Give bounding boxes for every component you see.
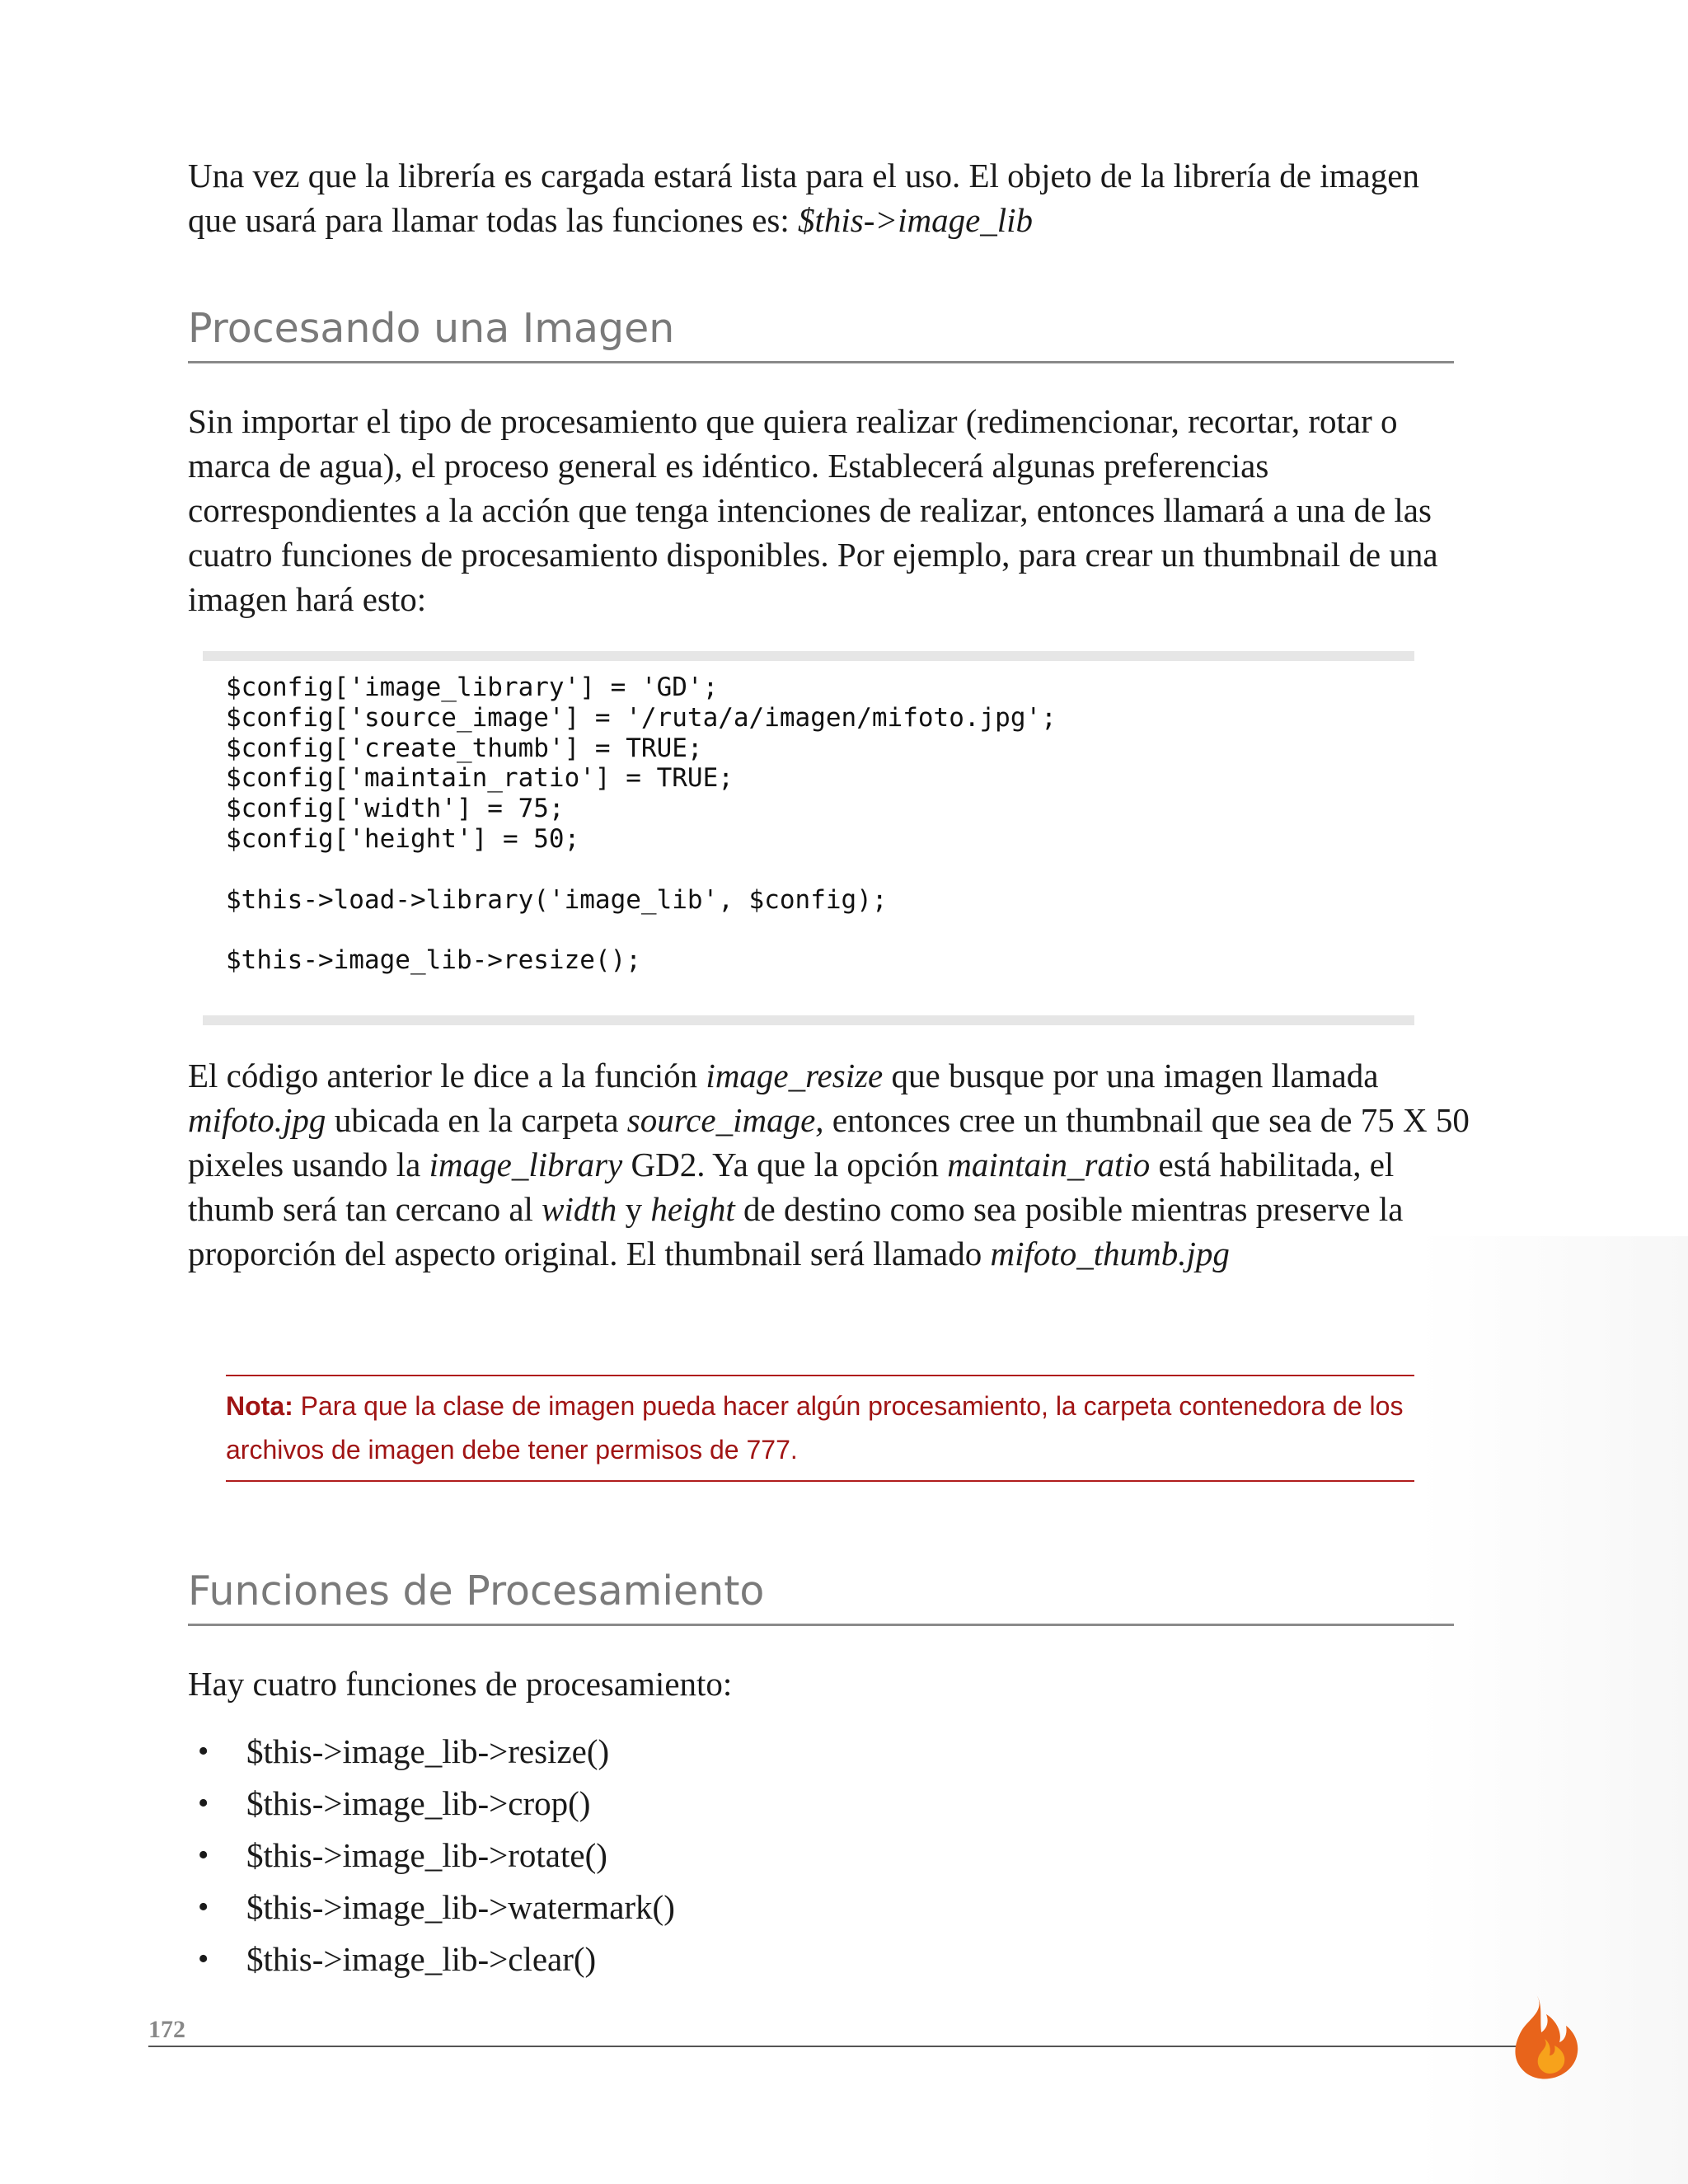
note-text: Nota: Para que la clase de imagen pueda hacer algún procesamiento, la carpeta contenedora de los archivos de imagen debe tener permisos de 777.: [226, 1391, 1404, 1465]
explanation-paragraph: El código anterior le dice a la función image_resize que busque por una imagen llamada mifoto.jpg ubicada en la carpeta source_image, entonces cree un thumbnail que sea de 75 X 50 pixeles usando la image_library GD2. Ya que la opción maintain_ratio está habilitada, el thumb será tan cercano al width y height de destino como sea posible mientras preserve la proporción del aspecto original. El thumbnail será llamado mifoto_thumb.jpg: [188, 1057, 1470, 1272]
intro-paragraph: Una vez que la librería es cargada estará lista para el uso. El objeto de la librería de imagen que usará para llamar todas las funciones es: $this->image_lib: [188, 157, 1419, 239]
list-item: • $this->image_lib->watermark(): [188, 1882, 675, 1933]
list-item: • $this->image_lib->resize(): [188, 1726, 675, 1778]
section-heading-procesando: Procesando una Imagen: [188, 303, 1454, 363]
footer-rule: [148, 2046, 1533, 2047]
section-heading-funciones: Funciones de Procesamiento: [188, 1566, 1454, 1626]
list-item: • $this->image_lib->crop(): [188, 1778, 675, 1830]
code-listing: $config['image_library'] = 'GD'; $config['source_image'] = '/ruta/a/imagen/mifoto.jpg'; $config['create_thumb'] = TRUE; $config['maintain_ratio'] = TRUE; $config['width'] = 75; $config['height'] = 50; $this->load->library('image_lib', $config); $this->image_lib->resize();: [226, 673, 1057, 976]
bullet-icon: •: [198, 1734, 209, 1769]
bullet-icon: •: [198, 1786, 209, 1821]
functions-intro: Hay cuatro funciones de procesamiento:: [188, 1665, 733, 1703]
section1-paragraph: Sin importar el tipo de procesamiento que quiera realizar (redimencionar, recortar, rotar o marca de agua), el proceso general es idéntico. Establecerá algunas preferencias correspondientes a la acción que tenga intenciones de realizar, entonces llamará a una de las cuatro funciones de procesamiento disponibles. Por ejemplo, para crear un thumbnail de una imagen hará esto:: [188, 402, 1438, 618]
list-item: • $this->image_lib->rotate(): [188, 1830, 675, 1882]
page-number: 172: [148, 2016, 185, 2043]
functions-list: [188, 1726, 675, 1985]
codeigniter-flame-icon: [1503, 1993, 1581, 2082]
list-item: • $this->image_lib->clear(): [188, 1933, 675, 1985]
note-label: Nota:: [226, 1391, 293, 1421]
bullet-icon: •: [198, 1838, 209, 1872]
bullet-icon: •: [198, 1942, 209, 1976]
bullet-icon: •: [198, 1890, 209, 1924]
